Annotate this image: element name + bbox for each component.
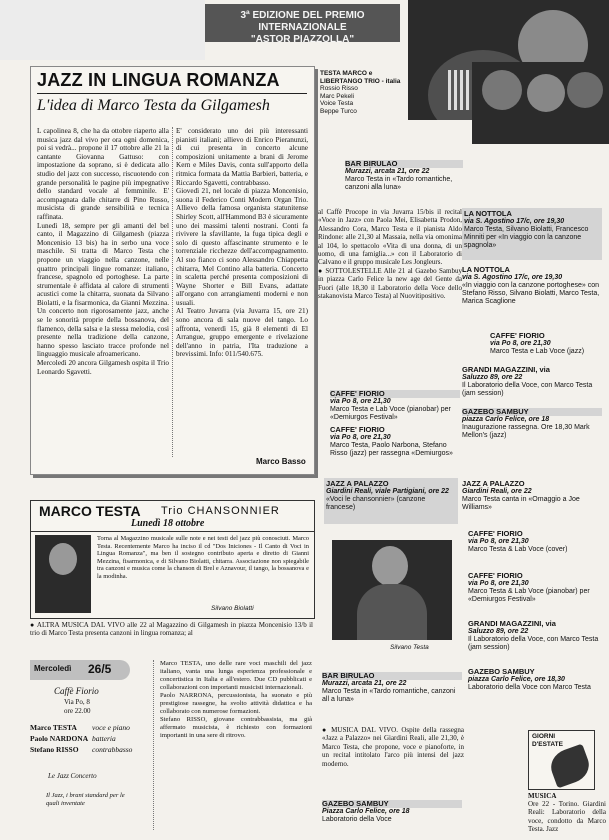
- fiorio-listing-m2: [330, 426, 460, 458]
- venue-name: CAFFE' FIORIO: [468, 529, 523, 538]
- venue-name: LA NOTTOLA: [464, 209, 512, 218]
- ad-body: Torna al Magazzino musicale sulle note e nei testi del jazz più conosciuti. Marco Testa. Recentemente Marco ha inciso il cd "Dos Iniciones - Il Canto di Voci in Lingua Romanza", ma ben il sostegno contributo aperta e diretto di Gianni Mezzina, fisarmonica, e di Silvano Biolatti, chitarra. Associazione non spiegabile tra canzoni e musica come la chanson di Brel e Aznavour, il tango, la bossanova e la modinha.: [97, 535, 309, 580]
- gazebo-listing-bottom: [322, 800, 462, 824]
- card-addr2: ore 22.00: [64, 707, 91, 715]
- bar-birulao-listing: [345, 160, 463, 192]
- caption-member: Beppe Turco: [320, 107, 357, 115]
- article-author: Marco Basso: [256, 457, 306, 466]
- article-subtitle: L'idea di Marco Testa da Gilgamesh: [37, 97, 270, 114]
- ad-header: [31, 501, 314, 532]
- venue-name: GAZEBO SAMBUY: [468, 667, 535, 676]
- card-date-num: 26/5: [88, 662, 112, 676]
- venue-addr: Piazza Carlo Felice, ore 18: [322, 808, 410, 815]
- fiorio-listing-r1: [490, 332, 605, 356]
- venue-name: CAFFE' FIORIO: [468, 571, 523, 580]
- venue-name: LA NOTTOLA: [462, 265, 510, 274]
- top-rule: [0, 58, 609, 60]
- card-date-pill: [30, 660, 130, 680]
- venue-name: BAR BIRULAO: [322, 672, 462, 680]
- caption-member: Marc Pekeli: [320, 92, 354, 100]
- card-divider: [153, 660, 154, 830]
- article-title: JAZZ IN LINGUA ROMANZA: [37, 70, 280, 90]
- venue-name: GAZEBO SAMBUY: [462, 408, 602, 416]
- venue-text: Marco Testa & Lab Voce (pianobar) per «Demiurgos Festival»: [468, 588, 590, 603]
- venue-addr: via S. Agostino 17/c, ore 19,30: [462, 274, 563, 281]
- top-left-blank: [0, 0, 205, 60]
- card-note: Il Jazz, i brani standard per le quali inventate: [46, 792, 125, 807]
- title-rule: [37, 93, 307, 94]
- musician-bios: Marco TESTA, uno delle rare voci maschili del jazz italiano, vanta una lunga esperienza professionale e concertistica in Italia e all'estero. Due CD pubblicati e collaborazioni con importanti musicisti internazionali. Paolo NARRONA, percussionista, ha suonato e più prestigiose rassegne, ha svolto attività didattica e ha collaborato con numerose formazioni. Stefano RISSO, giovane contrabbassista, ma già affermato musicista, è richiesto con formazioni importanti in una sere di ritrovo.: [160, 660, 312, 739]
- card-person: [30, 733, 150, 744]
- ad-credit: Silvano Biolatti: [211, 605, 254, 612]
- nottola-listing-2: [462, 266, 602, 306]
- fiorio-listing-r3: [468, 572, 603, 604]
- venue-addr: Murazzi, arcata 21, ore 22: [345, 168, 430, 175]
- venue-text: Marco Testa in «Tardo romantiche, canzoni all a luna»: [322, 688, 456, 703]
- person-name: Stefano RISSO: [30, 745, 79, 754]
- fiorio-card: [30, 660, 150, 830]
- venue-name: CAFFE' FIORIO: [330, 425, 385, 434]
- venue-addr: Murazzi, arcata 21, ore 22: [322, 680, 407, 687]
- card-addr1: Via Po, 8: [64, 698, 90, 706]
- venue-addr: Saluzzo 89, ore 22: [468, 628, 529, 635]
- card-people: [30, 722, 150, 755]
- venue-addr: Giardini Reali, viale Partigiani, ore 22: [326, 488, 449, 495]
- col-divider: [172, 127, 173, 457]
- person-name: Marco TESTA: [30, 723, 77, 732]
- musica-bottom: [528, 792, 606, 838]
- main-article: [30, 66, 315, 475]
- trio-ad: [30, 500, 315, 619]
- venue-addr: via Po 8, ore 21,30: [490, 340, 551, 347]
- musica-dal-vivo-text: ● MUSICA DAL VIVO. Ospite della rassegna «Jazz a Palazzo» nei Giardini Reali, alle 21,30, è Marco Testa, che propone, voce e pianoforte, in un recital intitolato l'arco più intensi del jazz moderno.: [322, 726, 464, 768]
- banner-line2: "ASTOR PIAZZOLLA": [250, 34, 355, 45]
- venue-name: CAFFE' FIORIO: [330, 390, 460, 398]
- card-person: [30, 744, 150, 755]
- fiorio-listing-r2: [468, 530, 603, 554]
- venue-addr: piazza Carlo Felice, ore 18,30: [468, 676, 565, 683]
- grandi-magazzini-listing-2: [468, 620, 603, 652]
- venue-addr: via Po 8, ore 21,30: [468, 538, 529, 545]
- grandi-magazzini-listing-1: [462, 366, 602, 398]
- venue-addr: via S. Agostino 17/c, ore 19,30: [464, 218, 565, 225]
- caption-title: TESTA MARCO e LIBERTANGO TRIO - italia: [320, 70, 401, 85]
- venue-text: Marco Testa, Silvano Biolatti, Francesco Minniti per «In viaggio con la canzone spagnola»: [464, 226, 589, 249]
- venue-name: GRANDI MAGAZZINI, via: [468, 619, 556, 628]
- fiorio-listing-m1: [330, 390, 460, 422]
- giorni-label: GIORNI D'ESTATE: [532, 733, 563, 748]
- venue-name: BAR BIRULAO: [345, 160, 463, 168]
- ad-title: MARCO TESTA: [39, 503, 141, 519]
- card-tag: Le Jazz Concerto: [48, 772, 97, 780]
- venue-addr: via Po 8, ore 21,30: [468, 580, 529, 587]
- bar-birulao-listing-2: [322, 672, 462, 704]
- venue-text: Laboratorio della Voce: [322, 816, 392, 823]
- venue-text: Marco Testa & Lab Voce (cover): [468, 546, 568, 553]
- venue-addr: via Po 8, ore 21,30: [330, 398, 391, 405]
- venue-addr: via Po 8, ore 21,30: [330, 434, 391, 441]
- musica-head: MUSICA: [528, 792, 557, 800]
- article-col1: L capolinea 8, che ha da ottobre riaperto alla musica jazz dal vivo per ora ogni domenica, poi si vedrà... propone il 17 ottobre alle 21 la cantante Giovanna Gattuso: con impostazione da soprano, si è dedicata allo studio del jazz con successo, riscuotendo con grande personalità le pagine più impegnative dello standard vocale al femminile. E' accompagnata dalle chitarre di Pino Russo, musicista di grande sensibilità e tecnica raffinata. Lunedì 18, sempre per gli amanti del bel canto, il Magazzino di Gilgamesh (piazza Moncenisio 13 bis) ha in serbo una voce maschile. Si tratta di Marco Testa che propone un viaggio nella canzone, nelle quattro principali lingue romanze: italiano, francese, spagnolo ed portoghese. La parte strumentale è affidata al calore di strumenti acustici come la chitarra, suonata da Silvano Biolatti, e la fisarmonica, da Gianni Mezzina. Un concerto non rigorosamente jazz, anche se le sonorità proprie della bossanova, del flamenco, della salsa e la stessa melodia, così presente nella tradizione della canzone, hanno spesso lasciato tracce profonde nel linguaggio musicale afroamericano. Mercoledì 20 ancora Gilgamesh ospita il Trio Leonardo Sgavetti.: [37, 127, 169, 376]
- caption-member: Voice Testa: [320, 100, 354, 108]
- venue-text: Marco Testa, Paolo Narbona, Stefano Risso (jazz) per rassegna «Demiurgos»: [330, 442, 453, 457]
- jazz-palazzo-listing-r: [462, 480, 602, 512]
- singer-photo-caption: Silvano Testa: [390, 644, 429, 651]
- venue-text: «In viaggio con la canzone portoghese» con Stefano Risso, Silvano Biolatti, Marco Testa, Marica Scaglione: [462, 282, 600, 305]
- nottola-listing-1: [462, 208, 602, 260]
- person-role: contrabbasso: [92, 745, 133, 754]
- musica-text: Ore 22 - Torino. Giardini Reali: Laboratorio della voce, condotto da Marco Testa. Jazz: [528, 800, 606, 833]
- venue-text: Marco Testa canta in «Omaggio a Joe Williams»: [462, 496, 580, 511]
- giorni-estate-box: [528, 730, 595, 790]
- col3-body: al Caffè Procope in via Juvarra 15/bis il recital «Voce in Jazz» con Paola Mei, Elisabetta Prodon, Alessandro Cora, Marco Testa e il pianista Aldo Rindone: alle 21,30 al Massaia, nella via omonima al 104, lo spettacolo «Vita di una donna, di un uomo, di una famiglia...» con il Laboratorio di Calvano e il gruppo musicale Les Jongleurs. ● SOTTOLESTELLE Alle 21 al Gazebo Sambuy in piazza Carlo Felice la new age del Gente da Fuori (alle 18,30 il Laboratorio della Voce dello stakanovista Marco Testa) al Nuovitipositivo.: [318, 208, 462, 301]
- venue-text: «Voci le chansonnier» (canzone francese): [326, 496, 426, 511]
- ice-cream-icon: [546, 744, 593, 789]
- article-col2: E' considerato uno dei più interessanti pianisti italiani; allievo di Enrico Pieranunzi, di cui presenta in concerto alcune composizioni unitamente a brani di Jerome Kern e Miles Davis, conta sull'apporto della ritmica formata da Mattia Barbieri, batteria, e Riccardo Sgavetti, contrabbasso. Giovedì 21, nel locale di piazza Moncenisio, suona il Federico Conti Modern Organ Trio. Allievo della famosa organista statunitense Shirley Scott, all'Hammond B3 è sicuramente uno dei massimi talenti nostrani. Conti fa rivivere la sfavillante, la fuga tipica degli e solo di questo affascinante strumento e le torrenziale ricchezze dell'accompagnamento. Al suo fianco ci sono Alessandro Chiappetta chitarra, Mel Contino alla batteria. Concerto in scaletta perché presenta composizioni di Wayne Shorter e Bill Evans, adattate all'organo con arrangiamenti moderni e non usuali. Al Teatro Juvarra (via Juvarra 15, ore 21) sono ancora di sala nuove del tango. Lo affronta, venerdì 15, già 8 elementi di El Arrangue, gruppo emergente e rivelazione dell'anno in patria, l'Ita traduzione a brevissimi. Info: 011/540.675.: [176, 127, 308, 359]
- venue-name: JAZZ A PALAZZO: [326, 479, 389, 488]
- ad-photo: [35, 535, 91, 613]
- card-person: [30, 722, 150, 733]
- singer-photo: [332, 540, 452, 640]
- person-name: Paolo NARDONA: [30, 734, 89, 743]
- venue-text: Marco Testa e Lab Voce (jazz): [490, 348, 585, 355]
- venue-name: JAZZ A PALAZZO: [462, 479, 525, 488]
- person-role: batteria: [92, 734, 116, 743]
- libertango-caption: [320, 70, 405, 116]
- venue-addr: piazza Carlo Felice, ore 18: [462, 416, 550, 423]
- venue-text: Il Laboratorio della Voce, con Marco Testa (jam session): [468, 636, 599, 651]
- ad-date: Lunedì 18 ottobre: [131, 518, 205, 529]
- venue-text: Laboratorio della Voce con Marco Testa: [468, 684, 591, 691]
- gazebo-listing-r1: [462, 408, 602, 440]
- ad-title-sub: Trio CHANSONNIER: [161, 505, 280, 517]
- venue-name: GAZEBO SAMBUY: [322, 800, 462, 808]
- trio-photo: [472, 62, 609, 144]
- banner-line1: 3ª EDIZIONE DEL PREMIO INTERNAZIONALE: [240, 10, 365, 33]
- venue-addr: Saluzzo 89, ore 22: [462, 374, 523, 381]
- person-role: voce e piano: [92, 723, 130, 732]
- gazebo-listing-r2: [468, 668, 603, 692]
- venue-text: Marco Testa in «Tardo romantiche, canzoni alla luna»: [345, 176, 453, 191]
- venue-name: CAFFE' FIORIO: [490, 331, 545, 340]
- venue-text: Inaugurazione rassegna. Ore 18,30 Mark Mellon's (jazz): [462, 424, 590, 439]
- venue-text: Il Laboratorio della Voce, con Marco Testa (jam session): [462, 382, 593, 397]
- premio-banner: [205, 4, 400, 45]
- caption-member: Rossio Risso: [320, 85, 358, 93]
- card-venue: Caffè Fiorio: [54, 686, 99, 696]
- card-date-label: Mercoledì: [34, 664, 72, 673]
- jazz-palazzo-listing-m: [324, 478, 458, 524]
- venue-name: GRANDI MAGAZZINI, via: [462, 365, 550, 374]
- venue-text: Marco Testa e Lab Voce (pianobar) per «Demiurgos Festival»: [330, 406, 451, 421]
- venue-addr: Giardini Reali, ore 22: [462, 488, 532, 495]
- altra-musica-text: ● ALTRA MUSICA DAL VIVO alle 22 al Magazzino di Gilgamesh in piazza Moncenisio 13/b il trio di Marco Testa presenta canzoni in lingua romanza; al: [30, 621, 313, 638]
